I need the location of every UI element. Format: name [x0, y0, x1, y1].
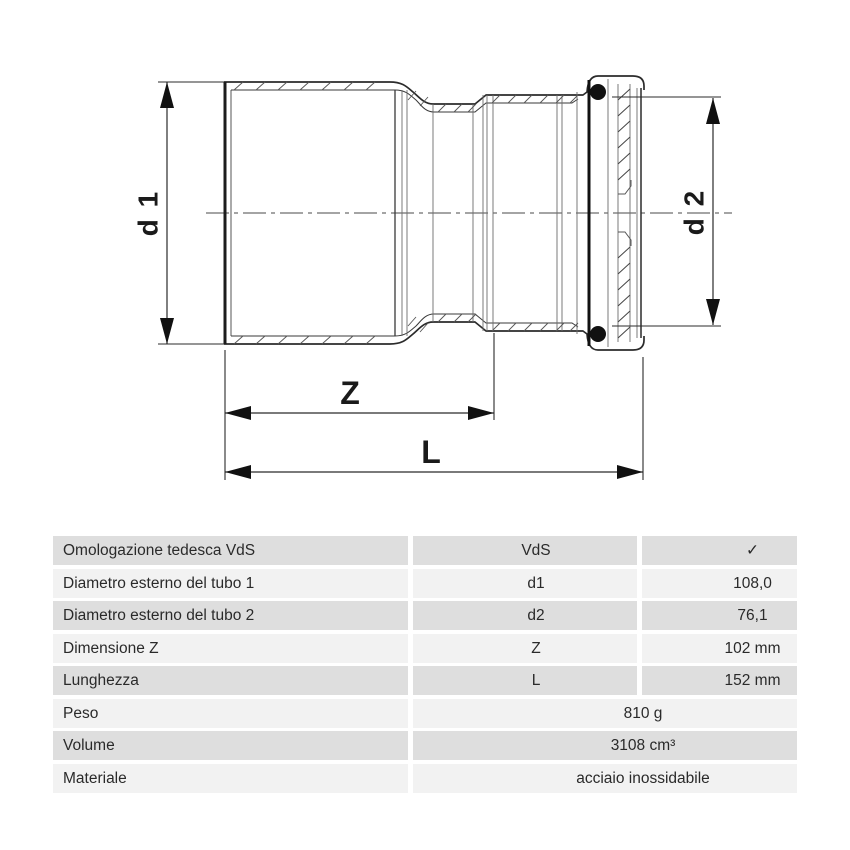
- table-row: [53, 764, 797, 793]
- l-arrow-right: [617, 465, 643, 479]
- inner-wall-bottom: [231, 314, 578, 336]
- d1-arrow-down: [160, 318, 174, 344]
- spec-symbol-cell: L: [413, 666, 637, 695]
- z-label: Z: [340, 375, 360, 411]
- l-label: L: [421, 434, 441, 470]
- spec-label-cell: Volume: [53, 731, 408, 760]
- spec-value-cell: ✓: [642, 536, 797, 565]
- d2-arrow-up: [706, 98, 720, 124]
- spec-label-cell: Omologazione tedesca VdS: [53, 536, 408, 565]
- dimension-z: [225, 333, 494, 480]
- table-row: [53, 569, 797, 598]
- table-row: [53, 601, 797, 630]
- spec-label-cell: Lunghezza: [53, 666, 408, 695]
- spec-symbol-cell: Z: [413, 634, 637, 663]
- spec-label-cell: Dimensione Z: [53, 634, 408, 663]
- spec-value-cell: 152 mm: [642, 666, 797, 695]
- z-arrow-right: [468, 406, 494, 420]
- z-arrow-left: [225, 406, 251, 420]
- spec-label-cell: Diametro esterno del tubo 1: [53, 569, 408, 598]
- dimension-l: [225, 357, 643, 480]
- spec-value-cell: 108,0: [642, 569, 797, 598]
- dimension-d2: [612, 97, 721, 326]
- spec-label-cell: Peso: [53, 699, 408, 728]
- table-row: [53, 634, 797, 663]
- spec-value-cell: 3108 cm³: [413, 731, 797, 760]
- o-ring-top: [590, 84, 606, 100]
- spec-value-cell: 76,1: [642, 601, 797, 630]
- o-ring-bottom: [590, 326, 606, 342]
- spec-symbol-cell: VdS: [413, 536, 637, 565]
- spec-value-cell: 102 mm: [642, 634, 797, 663]
- spec-value-cell: 810 g: [413, 699, 797, 728]
- l-arrow-left: [225, 465, 251, 479]
- spec-label-cell: Materiale: [53, 764, 408, 793]
- spec-symbol-cell: d1: [413, 569, 637, 598]
- table-row: [53, 699, 797, 728]
- spec-label-cell: Diametro esterno del tubo 2: [53, 601, 408, 630]
- table-row: [53, 536, 797, 565]
- table-row: [53, 731, 797, 760]
- spec-table: [53, 536, 797, 796]
- spec-symbol-cell: d2: [413, 601, 637, 630]
- spec-value-cell: acciaio inossidabile: [413, 764, 797, 793]
- table-row: [53, 666, 797, 695]
- d2-arrow-down: [706, 299, 720, 325]
- d1-label: d 1: [132, 189, 164, 237]
- d2-label: d 2: [678, 188, 710, 236]
- d1-arrow-up: [160, 82, 174, 108]
